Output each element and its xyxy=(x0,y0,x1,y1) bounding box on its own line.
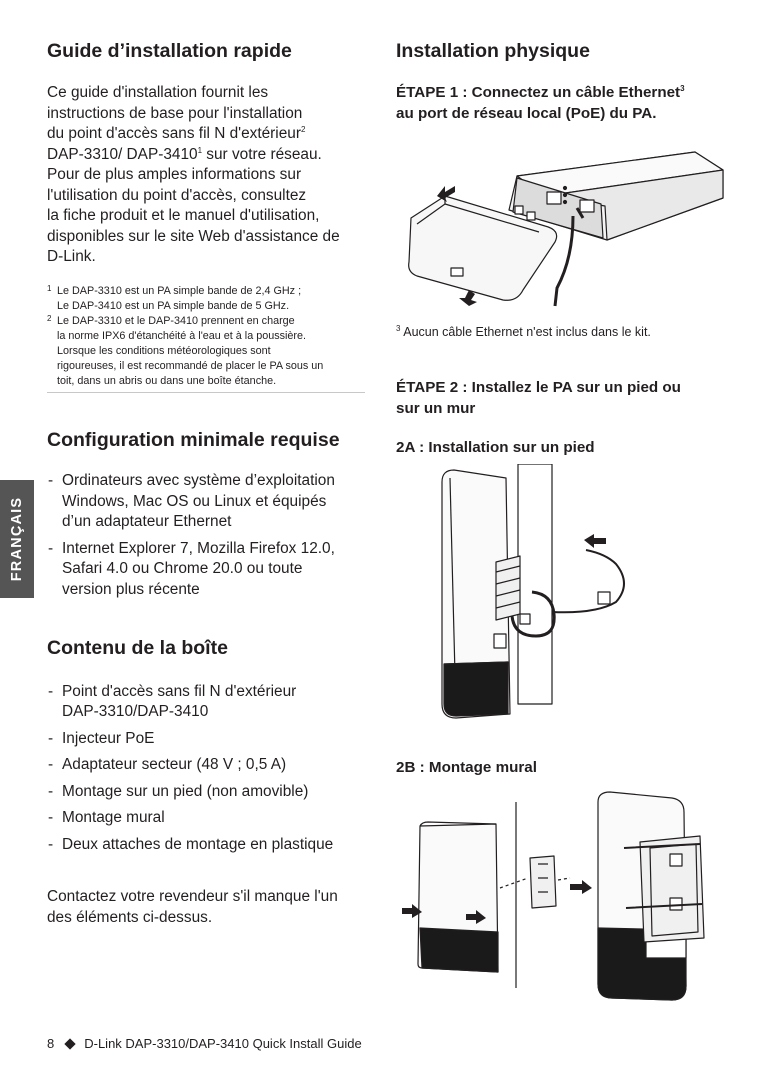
box-contents-list xyxy=(47,682,367,856)
footer-text: D-Link DAP-3310/DAP-3410 Quick Install Guide xyxy=(84,1036,362,1051)
footnotes xyxy=(47,284,367,393)
step1-illustration xyxy=(405,138,725,318)
footnote-1: 1 Le DAP-3310 est un PA simple bande de 2,4 GHz ; Le DAP-3410 est un PA simple bande de 5 GHz. xyxy=(47,283,302,312)
config-title: Configuration minimale requise xyxy=(47,428,340,451)
language-tab xyxy=(0,480,34,598)
language-tab-label: FRANÇAIS xyxy=(9,496,25,582)
page-number: 8 xyxy=(47,1036,55,1051)
install-title: Installation physique xyxy=(396,40,590,62)
list-item: - Montage sur un pied (non amovible) xyxy=(47,782,367,803)
diamond-icon xyxy=(65,1038,76,1049)
page-footer xyxy=(47,1036,362,1051)
list-item: - Deux attaches de montage en plastique xyxy=(47,835,367,856)
footnote-3: $^3$ Aucun câble Ethernet n'est inclus dans le kit. xyxy=(396,323,651,339)
list-item: - Injecteur PoE xyxy=(47,729,367,750)
config-list xyxy=(47,471,367,600)
left-column xyxy=(47,40,367,928)
step2b-heading: 2B : Montage mural xyxy=(396,759,537,776)
pole-mount-illustration xyxy=(436,464,636,724)
right-column xyxy=(396,40,726,124)
list-item: - Point d'accès sans fil N d'extérieur DAP-3310/DAP-3410 xyxy=(47,682,367,723)
list-item: - Internet Explorer 7, Mozilla Firefox 12.0, Safari 4.0 ou Chrome 20.0 ou toute version plus récente xyxy=(47,539,367,601)
step2a-heading: 2A : Installation sur un pied xyxy=(396,439,595,456)
footnote-divider xyxy=(47,392,365,393)
list-item: - Adaptateur secteur (48 V ; 0,5 A) xyxy=(47,755,367,776)
footnote-2: 2 Le DAP-3310 et le DAP-3410 prennent en charge la norme IPX6 d'étanchéité à l'eau et à la poussière. Lorsque les conditions météorologiques sont rigoureuses, il est recommandé de placer le PA sous un toit, dans un abris ou dans une boîte étanche. xyxy=(47,313,324,387)
list-item: - Ordinateurs avec système d’exploitation Windows, Mac OS ou Linux et équipés d’un adaptateur Ethernet xyxy=(47,471,367,533)
guide-title: Guide d’installation rapide xyxy=(47,40,292,62)
step2-heading: ÉTAPE 2 : Installez le PA sur un pied ou sur un mur xyxy=(396,379,681,417)
contact-note: Contactez votre revendeur s'il manque l'un des éléments ci-dessus. xyxy=(47,888,338,926)
step1-heading: ÉTAPE 1 : Connectez un câble Ethernet$^3$ au port de réseau local (PoE) du PA. xyxy=(396,84,685,122)
wall-mount-illustration xyxy=(400,788,710,1010)
guide-intro: Ce guide d'installation fournit les instructions de base pour l'installation du point d'accès sans fil N d'extérieur$^2$ DAP-3310/ DAP-3410$^1$ sur votre réseau. Pour de plus amples informations sur l'utilisation du point d'accès, consultez la fiche produit et le manuel d'utilisation, disponibles sur le site Web d'assistance de D-Link. xyxy=(47,84,340,266)
list-item: - Montage mural xyxy=(47,808,367,829)
box-title: Contenu de la boîte xyxy=(47,637,228,660)
